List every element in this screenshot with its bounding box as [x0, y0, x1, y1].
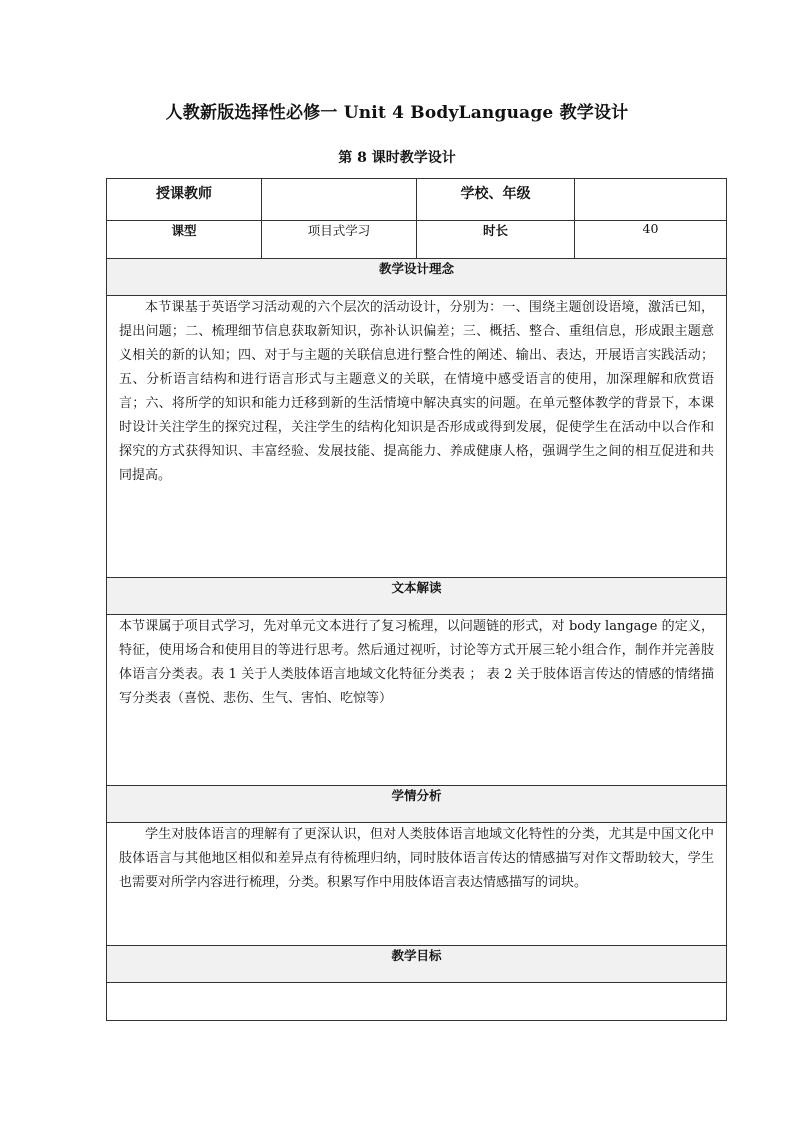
- teacher-label: 授课教师: [107, 179, 262, 221]
- objectives-content-cell: [107, 983, 727, 1021]
- school-label: 学校、年级: [417, 179, 575, 221]
- text-analysis-content-cell: [107, 615, 727, 786]
- duration-value: 40: [575, 221, 727, 259]
- learner-analysis-heading: 学情分析: [107, 786, 727, 823]
- document-subtitle: 第 8 课时教学设计: [338, 150, 456, 166]
- text-analysis-text: 本节课属于项目式学习，先对单元文本进行了复习梳理，以问题链的形式，对 body langage 的定义，特征，使用场合和使用目的等进行思考。然后通过视听，讨论等方式开展三轮小组合作，制作并完善肢体语言分类表。表 1 关于人类肢体语言地域文化特征分类表 ； 表 2 关于肢体语言传达的情感的情绪描写分类表（喜悦、悲伤、生气、害怕、吃惊等）: [119, 619, 714, 706]
- lesson-plan-table: [106, 178, 727, 1021]
- learner-analysis-content-row: [107, 823, 727, 946]
- text-analysis-heading: 文本解读: [107, 578, 727, 615]
- philosophy-heading: 教学设计理念: [107, 259, 727, 296]
- philosophy-content-row: [107, 296, 727, 578]
- document-title: 人教新版选择性必修一 Unit 4 BodyLanguage 教学设计: [165, 103, 629, 123]
- text-analysis-content-row: [107, 615, 727, 786]
- teacher-row: [107, 179, 727, 221]
- objectives-heading: 教学目标: [107, 946, 727, 983]
- learner-analysis-heading-row: [107, 786, 727, 823]
- learner-analysis-content-cell: [107, 823, 727, 946]
- type-row: [107, 221, 727, 259]
- type-label: 课型: [107, 221, 262, 259]
- school-value: [575, 179, 727, 221]
- philosophy-heading-row: [107, 259, 727, 296]
- objectives-heading-row: [107, 946, 727, 983]
- text-analysis-heading-row: [107, 578, 727, 615]
- duration-label: 时长: [417, 221, 575, 259]
- objectives-content-row: [107, 983, 727, 1021]
- learner-analysis-text: 学生对肢体语言的理解有了更深认识，但对人类肢体语言地域文化特性的分类，尤其是中国文化中肢体语言与其他地区相似和差异点有待梳理归纳，同时肢体语言传达的情感描写对作文帮助较大，学生也需要对所学内容进行梳理，分类。积累写作中用肢体语言表达情感描写的词块。: [119, 827, 714, 890]
- type-value: 项目式学习: [262, 221, 417, 259]
- teacher-value: [262, 179, 417, 221]
- philosophy-content-cell: [107, 296, 727, 578]
- philosophy-text: 本节课基于英语学习活动观的六个层次的活动设计，分别为：一、围绕主题创设语境，激活已知，提出问题；二、梳理细节信息获取新知识，弥补认识偏差；三、概括、整合、重组信息，形成跟主题意义相关的新的认知；四、对于与主题的关联信息进行整合性的阐述、输出、表达，开展语言实践活动；五、分析语言结构和进行语言形式与主题意义的关联，在情境中感受语言的使用，加深理解和欣赏语言；六、将所学的知识和能力迁移到新的生活情境中解决真实的问题。在单元整体教学的背景下，本课时设计关注学生的探究过程，关注学生的结构化知识是否形成或得到发展，促使学生在活动中以合作和探究的方式获得知识、丰富经验、发展技能、提高能力、养成健康人格，强调学生之间的相互促进和共同提高。: [119, 300, 714, 483]
